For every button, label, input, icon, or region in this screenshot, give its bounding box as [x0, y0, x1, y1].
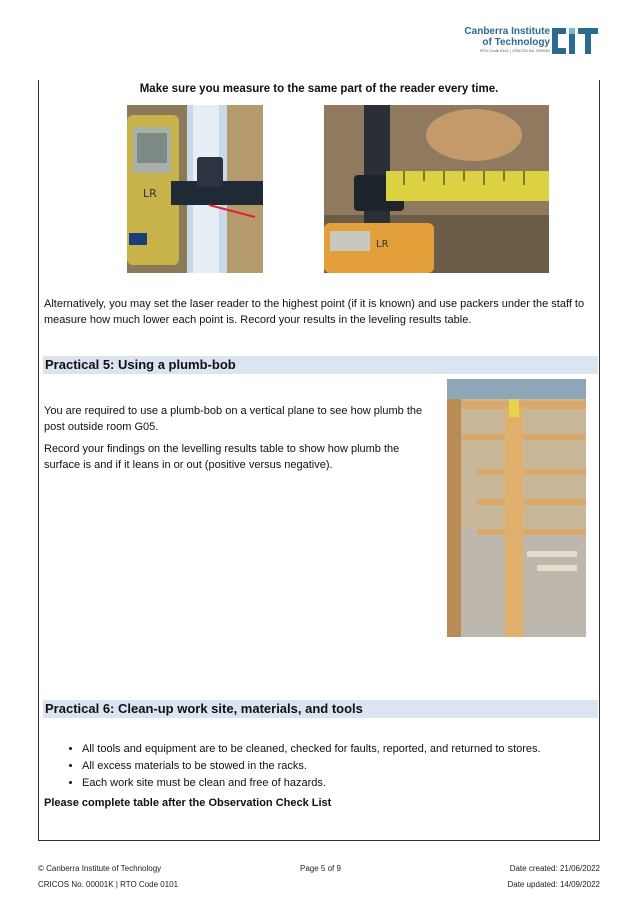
practical-6-heading: Practical 6: Clean-up work site, materials, and tools [43, 700, 598, 718]
footer-copyright: © Canberra Institute of Technology [38, 864, 162, 873]
list-item: • All excess materials to be stowed in the racks. [82, 758, 541, 775]
footer-date-updated: Date updated: 14/09/2022 [507, 880, 600, 889]
cit-logo-text [464, 26, 550, 54]
closing-note: Please complete table after the Observation Check List [44, 797, 332, 809]
practical-5-paragraph-2: Record your findings on the levelling results table to show how plumb the surface is and if it leans in or out (positive versus negative). [44, 443, 400, 471]
tape-measure-photo [324, 105, 549, 273]
svg-text:LR: LR [376, 239, 389, 250]
cleanup-bullet-list [44, 741, 541, 792]
cit-logo-icon [550, 24, 600, 58]
org-name-line1: Canberra Institute [464, 26, 550, 37]
svg-text:LR: LR [143, 187, 157, 200]
practical-5-paragraph-1: You are required to use a plumb-bob on a vertical plane to see how plumb the post outside room G05. [44, 405, 423, 433]
measurement-note: Make sure you measure to the same part of the reader every time. [139, 83, 499, 95]
footer-date-created: Date created: 21/06/2022 [509, 864, 600, 873]
footer-page-number: Page 5 of 9 [300, 864, 341, 873]
org-codes: RTO Code 0101 | CRICOS No. 00001K [479, 48, 550, 53]
timber-post-photo [447, 379, 586, 637]
alternative-method-paragraph: Alternatively, you may set the laser reader to the highest point (if it is known) and use packers under the staff to measure how much lower each point is. Record your results in the leveling results table. [44, 298, 585, 326]
list-item: • All tools and equipment are to be cleaned, checked for faults, reported, and returned to stores. [82, 741, 541, 758]
org-name-line2: of Technology [482, 37, 550, 48]
footer-cricos: CRICOS No. 00001K | RTO Code 0101 [38, 880, 179, 889]
practical-5-heading: Practical 5: Using a plumb-bob [43, 356, 598, 374]
list-item: • Each work site must be clean and free of hazards. [82, 775, 541, 792]
laser-receiver-photo [127, 105, 263, 273]
